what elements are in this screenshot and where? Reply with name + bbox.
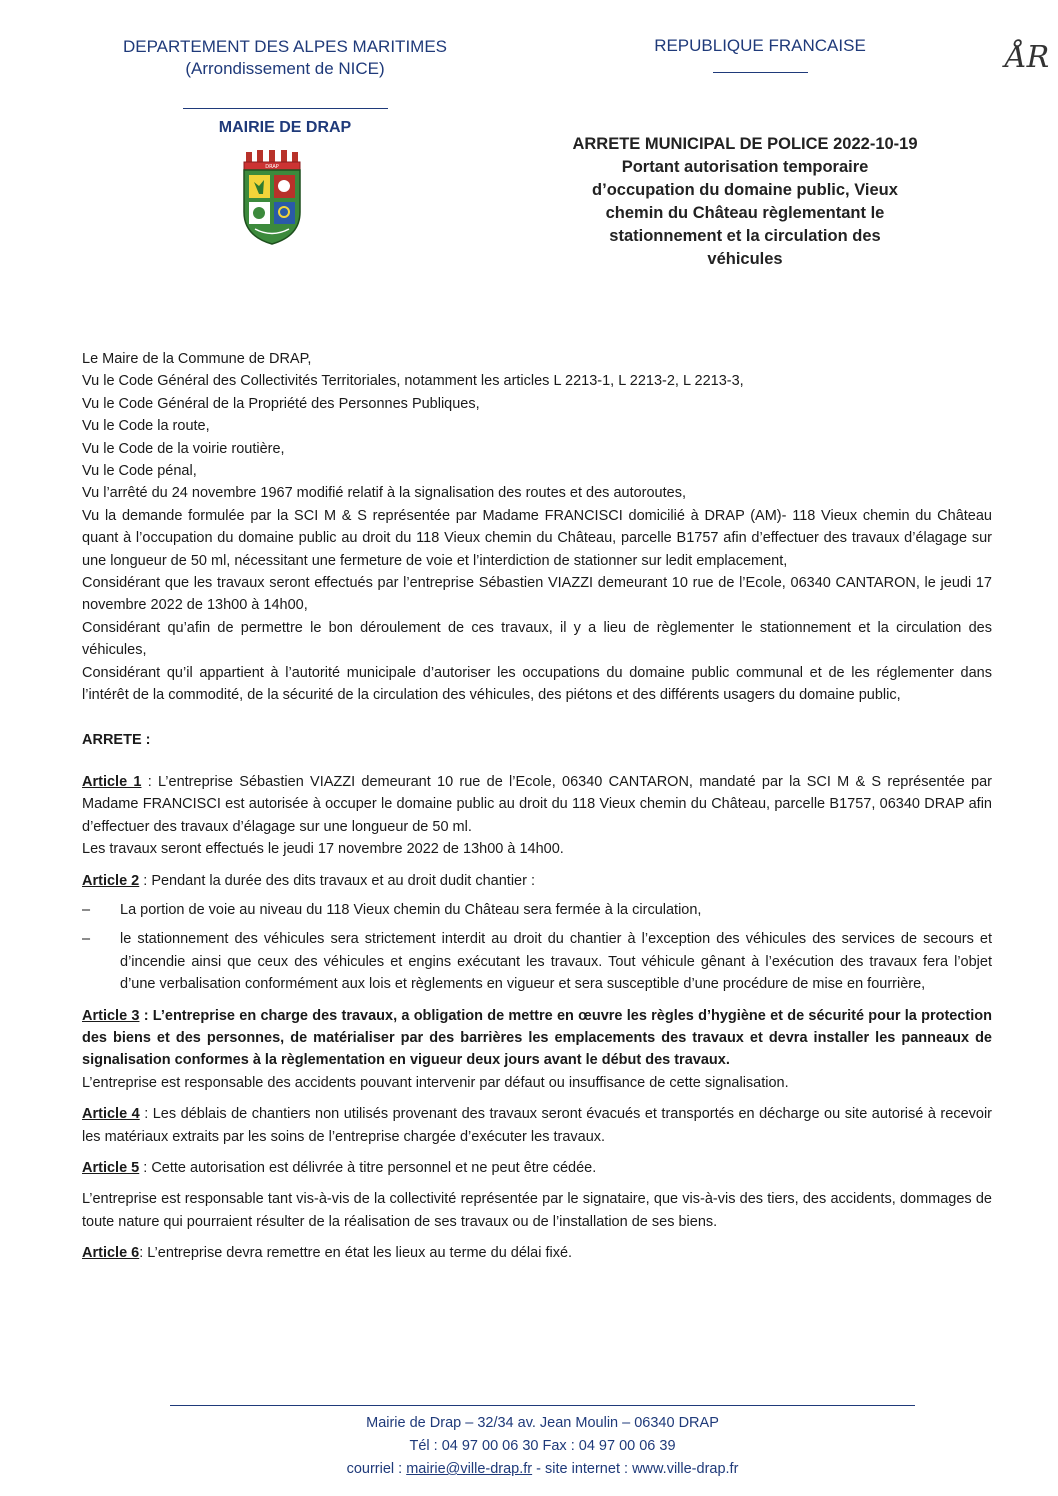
bullet-dash: – xyxy=(82,901,91,918)
bullet-dash: – xyxy=(82,931,91,948)
footer-phone: Tél : 04 97 00 06 30 Fax : 04 97 00 06 39 xyxy=(409,1438,676,1454)
preamble-line: Vu le Code pénal, xyxy=(82,463,197,480)
page-footer xyxy=(170,1405,915,1481)
article-2 xyxy=(82,870,992,892)
preamble-line: Vu la demande formulée par la SCI M & S représentée par Madame FRANCISCI domicilié à DRAP (AM)- 118 Vieux chemin du Château quant à l’occupation du domaine public au droit du 118 Vieux chemin du Château, parcelle B1757 afin d’effectuer des travaux d’élagage sur une longueur de 50 ml, nécessitant une fermeture de voie et l’interdiction de stationner sur ledit emplacement, xyxy=(82,507,992,569)
article-label: Article 2 xyxy=(82,872,140,889)
preamble-line: Vu le Code de la voirie routière, xyxy=(82,440,285,457)
title-line: véhicules xyxy=(707,250,783,268)
preamble-line: Vu l’arrêté du 24 novembre 1967 modifié relatif à la signalisation des routes et des autoroutes, xyxy=(82,485,686,502)
list-item-text: La portion de voie au niveau du 118 Vieux chemin du Château sera fermée à la circulation, xyxy=(120,901,702,918)
article-label: Article 3 xyxy=(82,1007,140,1024)
preamble-line: Considérant que les travaux seront effectués par l’entreprise Sébastien VIAZZI demeurant 10 rue de l’Ecole, 06340 CANTARON, le jeudi 17 novembre 2022 de 13h00 à 14h00, xyxy=(82,575,992,614)
article-6 xyxy=(82,1242,992,1264)
arrete-heading: ARRETE : xyxy=(82,731,151,748)
republic-name: REPUBLIQUE FRANCAISE xyxy=(654,36,866,55)
mairie-name: MAIRIE DE DRAP xyxy=(218,119,352,136)
preamble-line: Considérant qu’il appartient à l’autorité municipale d’autoriser les occupations du domaine public communal et de les réglementer dans l’intérêt de la commodité, de la sécurité de la circulation des véhicules, des piétons et des différents usagers du domaine public, xyxy=(82,664,992,704)
title-line: Portant autorisation temporaire xyxy=(621,158,869,176)
article-5-continuation: L’entreprise est responsable tant vis-à-vis de la collectivité représentée par le signataire, que vis-à-vis des tiers, des accidents, dommages de toute nature qui pourraient résulter de la réalisation de ses travaux ou de l’installation de ses biens. xyxy=(82,1191,992,1230)
header-divider xyxy=(183,108,388,109)
article-3 xyxy=(82,1005,992,1072)
email-prefix: courriel : xyxy=(346,1461,407,1477)
website-link[interactable]: www.ville-drap.fr xyxy=(632,1461,739,1477)
town-crest-logo xyxy=(240,150,304,246)
preamble-line: Considérant qu’afin de permettre le bon déroulement de ces travaux, il y a lieu de règlementer le stationnement et la circulation des véhicules, xyxy=(82,619,992,659)
article-label: Article 5 xyxy=(82,1160,140,1176)
footer-address: Mairie de Drap – 32/34 av. Jean Moulin – 06340 DRAP xyxy=(366,1415,719,1431)
article-4 xyxy=(82,1103,992,1148)
article-label: Article 6 xyxy=(82,1245,140,1262)
article-text: : Pendant la durée des dits travaux et au droit dudit chantier : xyxy=(139,872,536,889)
handwritten-initials: ÅR xyxy=(1005,40,1050,75)
title-line: stationnement et la circulation des xyxy=(609,227,881,245)
site-prefix: - site internet : xyxy=(532,1461,633,1477)
article-label: Article 4 xyxy=(82,1106,140,1123)
svg-text:DRAP: DRAP xyxy=(265,164,279,170)
article-5 xyxy=(82,1157,992,1179)
list-item-text: le stationnement des véhicules sera strictement interdit au droit du chantier à l’exception des véhicules des services de secours et d’incendie ainsi que ceux des véhicules et engins exécutant les travaux. Tout véhicule gênant à l’exécution des travaux fera l’objet d’une verbalisation conformément aux lois et règlements en vigueur et sera susceptible d’une procédure de mise en fourrière, xyxy=(120,931,992,993)
list-item xyxy=(82,899,992,921)
list-item xyxy=(82,928,992,995)
arrondissement: (Arrondissement de NICE) xyxy=(185,59,385,78)
article-1-continuation: Les travaux seront effectués le jeudi 17 novembre 2022 de 13h00 à 14h00. xyxy=(82,841,564,858)
article-label: Article 1 xyxy=(82,773,142,790)
article-text: : L’entreprise Sébastien VIAZZI demeurant 10 rue de l’Ecole, 06340 CANTARON, mandaté par la SCI M & S représentée par Madame FRANCISCI est autorisée à occuper le domaine public au droit du 118 Vieux chemin du Château, parcelle B1757, 06340 DRAP afin d’effectuer des travaux d’élagage sur une longueur de 50 ml. xyxy=(82,773,992,835)
title-line: d’occupation du domaine public, Vieux xyxy=(592,181,898,199)
department-name: DEPARTEMENT DES ALPES MARITIMES xyxy=(122,37,448,56)
preamble-line: Vu le Code Général des Collectivités Territoriales, notamment les articles L 2213-1, L 2213-2, L 2213-3, xyxy=(82,373,744,390)
document-title xyxy=(505,133,985,271)
article-text: : Les déblais de chantiers non utilisés provenant des travaux seront évacués et transportés en décharge ou site autorisé à recevoir les matériaux extraits par les soins de l’entreprise chargée d’exécuter les travaux. xyxy=(82,1106,992,1145)
preamble-line: Le Maire de la Commune de DRAP, xyxy=(82,351,312,367)
department-header xyxy=(105,36,465,139)
article-1 xyxy=(82,771,992,838)
email-link[interactable]: mairie@ville-drap.fr xyxy=(406,1461,533,1477)
preamble-line: Vu le Code Général de la Propriété des Personnes Publiques, xyxy=(82,395,480,412)
article-3-continuation: L’entreprise est responsable des accidents pouvant intervenir par défaut ou insuffisance de cette signalisation. xyxy=(82,1074,789,1091)
title-line: chemin du Château règlementant le xyxy=(605,204,885,222)
republic-header xyxy=(640,36,880,73)
document-body xyxy=(82,348,992,1265)
footer-contact xyxy=(170,1458,915,1481)
article-text: : Cette autorisation est délivrée à titre personnel et ne peut être cédée. xyxy=(139,1160,597,1176)
article-text: : L’entreprise en charge des travaux, a obligation de mettre en œuvre les règles d’hygiène et de sécurité pour la protection des biens et des personnes, de matérialiser par des barrières les emplacements des travaux et devra installer les panneaux de signalisation conformes à la règlementation en vigueur deux jours avant le début des travaux. xyxy=(82,1007,992,1069)
title-line: ARRETE MUNICIPAL DE POLICE 2022-10-19 xyxy=(572,135,918,153)
article-text: : L’entreprise devra remettre en état les lieux au terme du délai fixé. xyxy=(139,1245,573,1262)
republic-divider xyxy=(713,72,808,73)
preamble-line: Vu le Code la route, xyxy=(82,418,210,435)
